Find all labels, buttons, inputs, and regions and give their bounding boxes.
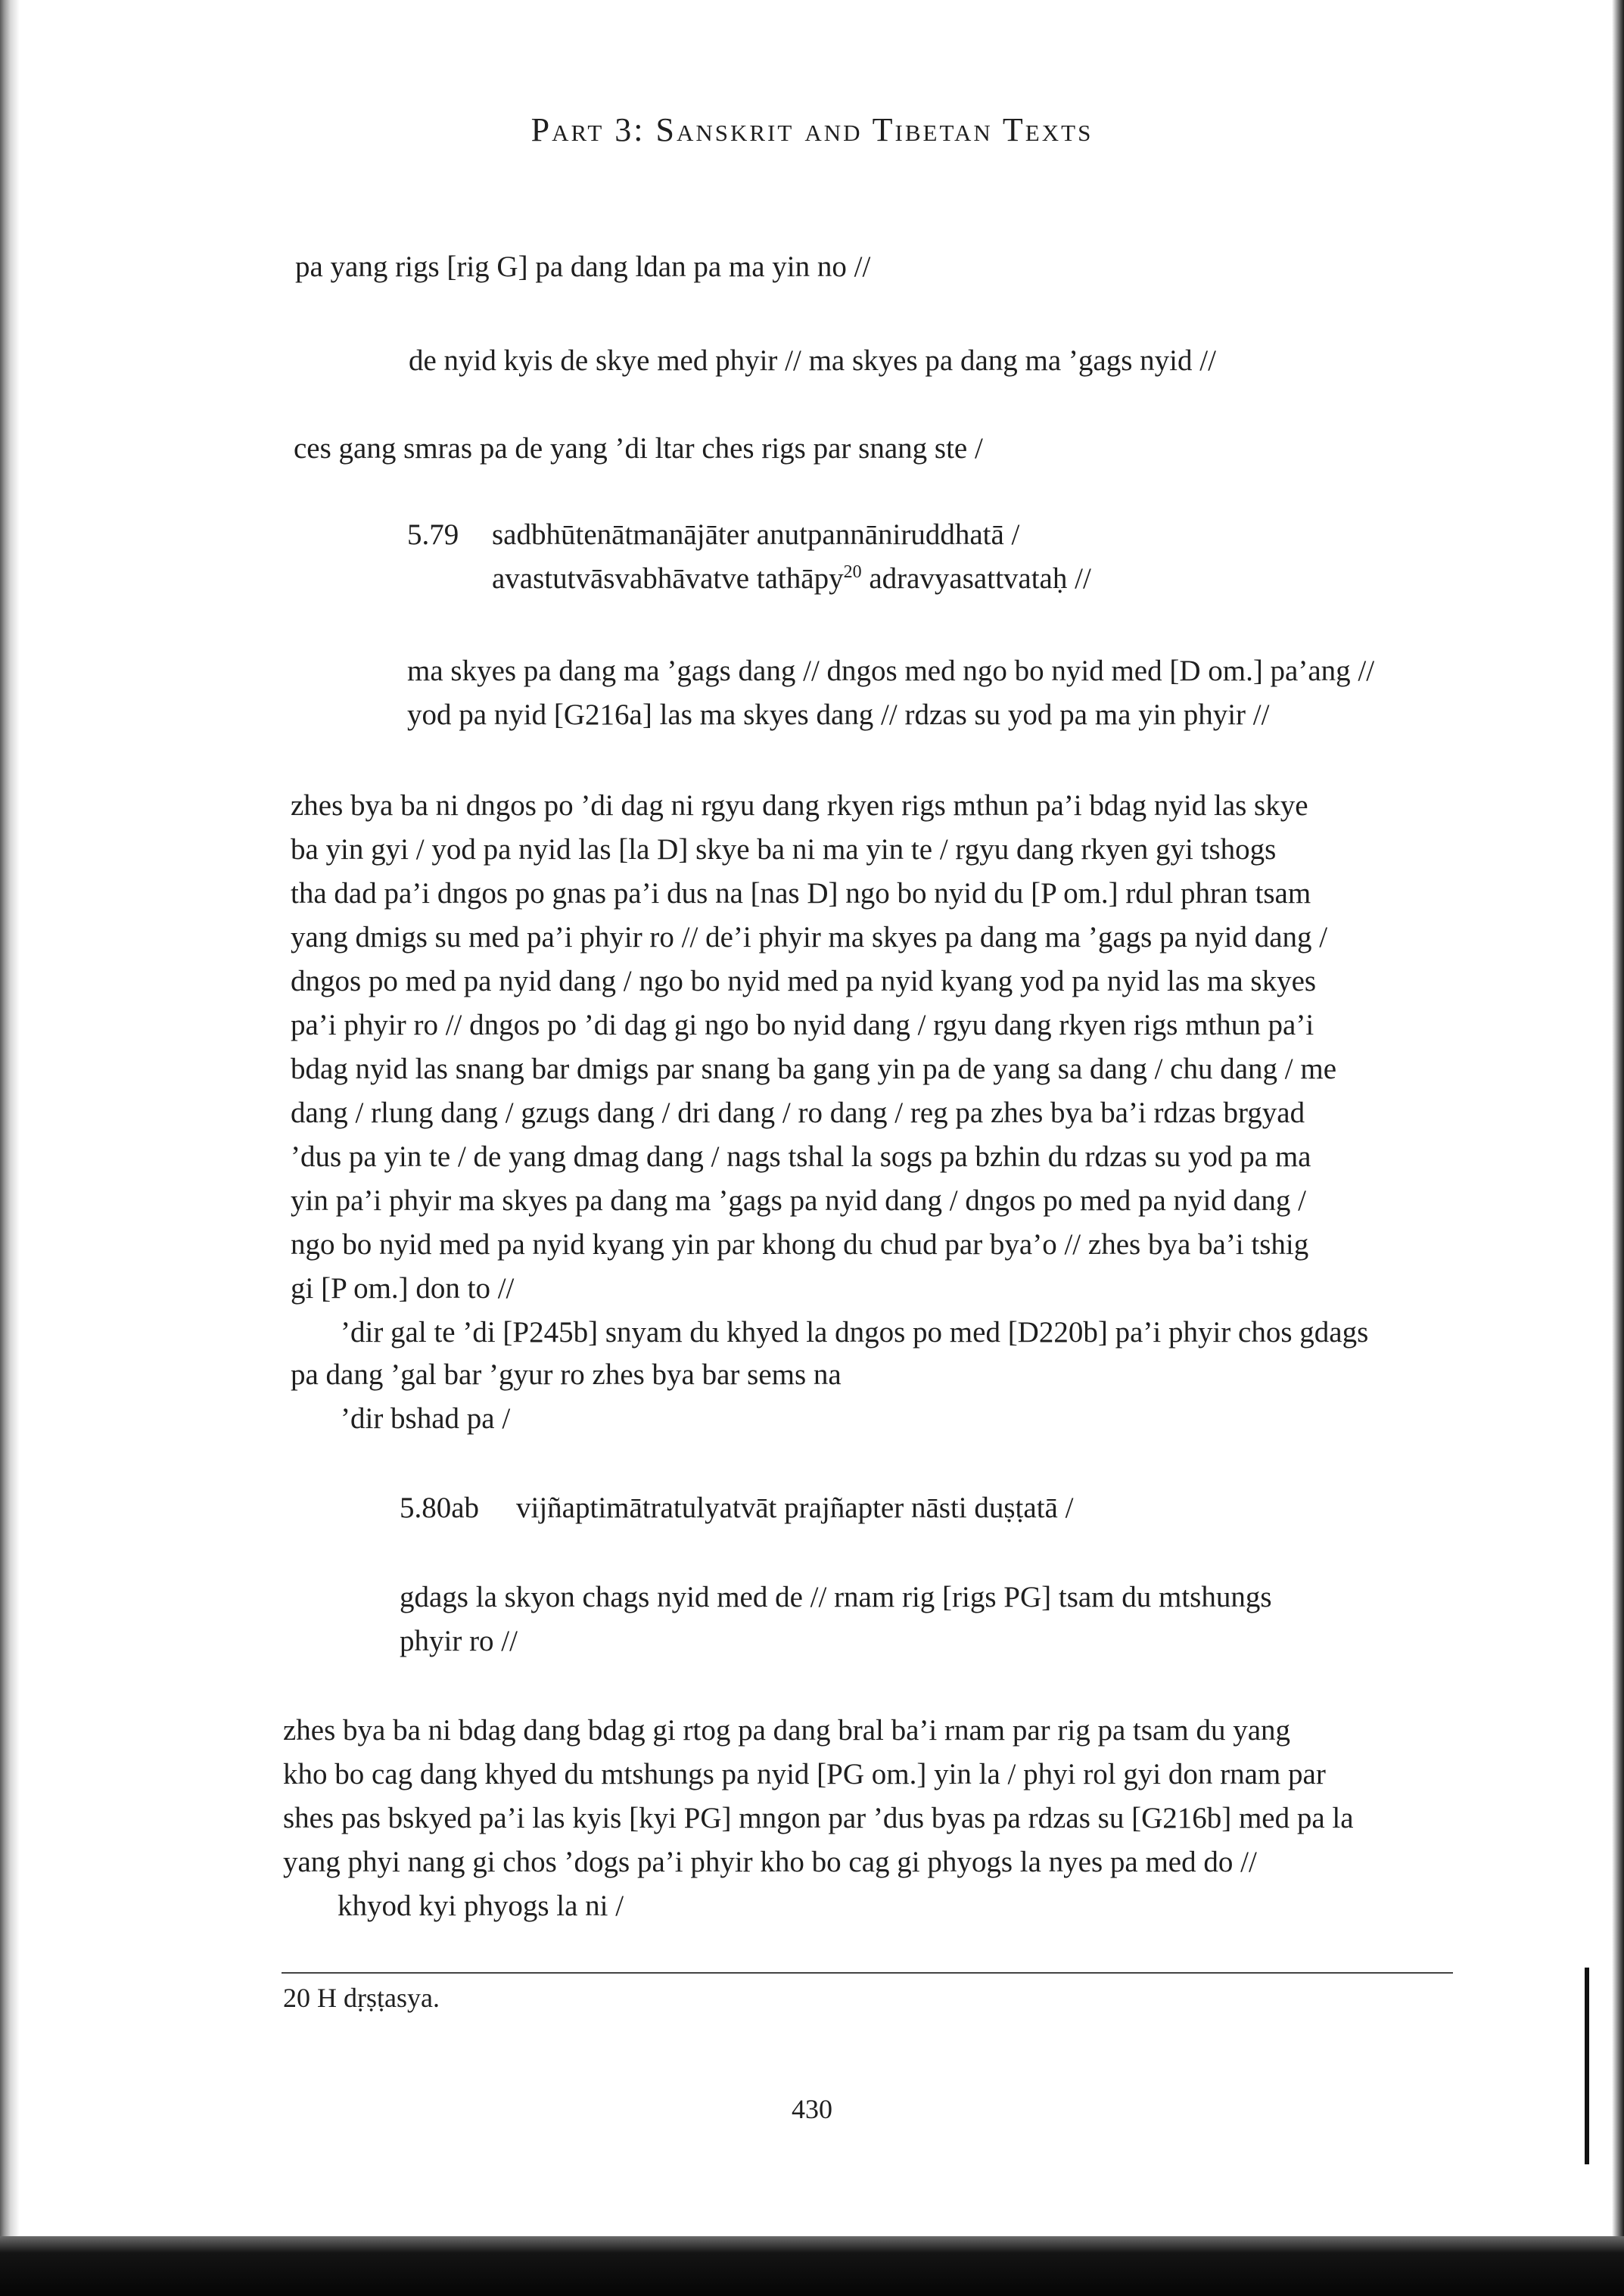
body-line: khyod kyi phyogs la ni / xyxy=(338,1890,624,1922)
body-line: zhes bya ba ni dngos po ’di dag ni rgyu dang rkyen rigs mthun pa’i bdag nyid las skye xyxy=(291,789,1308,822)
tibetan-verse-line: ma skyes pa dang ma ’gags dang // dngos med ngo bo nyid med [D om.] pa’ang // xyxy=(407,655,1375,687)
scan-right-edge xyxy=(1612,0,1624,2240)
body-line: shes pas bskyed pa’i las kyis [kyi PG] mngon par ’dus byas pa rdzas su [G216b] med pa la xyxy=(283,1802,1354,1834)
body-line: tha dad pa’i dngos po gnas pa’i dus na [nas D] ngo bo nyid du [P om.] rdul phran tsam xyxy=(291,877,1311,910)
body-line: yin pa’i phyir ma skyes pa dang ma ’gags pa nyid dang / dngos po med pa nyid dang / xyxy=(291,1184,1306,1217)
body-line: yang phyi nang gi chos ’dogs pa’i phyir kho bo cag gi phyogs la nyes pa med do // xyxy=(283,1846,1257,1878)
body-line: gi [P om.] don to // xyxy=(291,1272,515,1305)
sanskrit-verse-line: sadbhūtenātmanājāter anutpannāniruddhatā / xyxy=(492,518,1020,551)
scan-left-edge xyxy=(0,0,20,2240)
body-line: ’dir bshad pa / xyxy=(341,1402,511,1435)
footnote-ref: 20 xyxy=(843,562,862,582)
body-line: ’dir gal te ’di [P245b] snyam du khyed la dngos po med [D220b] pa’i phyir chos gdags xyxy=(341,1316,1369,1349)
body-line: ces gang smras pa de yang ’di ltar ches rigs par snang ste / xyxy=(294,432,983,465)
tibetan-verse-line: yod pa nyid [G216a] las ma skyes dang // rdzas su yod pa ma yin phyir // xyxy=(407,698,1270,731)
body-line: dngos po med pa nyid dang / ngo bo nyid med pa nyid kyang yod pa nyid las ma skyes xyxy=(291,965,1317,997)
verse-line: de nyid kyis de skye med phyir // ma skyes pa dang ma ’gags nyid // xyxy=(409,344,1216,377)
body-line: pa yang rigs [rig G] pa dang ldan pa ma yin no // xyxy=(295,250,871,283)
body-line: ngo bo nyid med pa nyid kyang yin par khong du chud par bya’o // zhes bya ba’i tshig xyxy=(291,1228,1309,1261)
body-line: dang / rlung dang / gzugs dang / dri dang / ro dang / reg pa zhes bya ba’i rdzas brgyad xyxy=(291,1097,1305,1129)
scan-bottom-edge xyxy=(0,2236,1624,2296)
verse-number: 5.80ab xyxy=(400,1492,480,1524)
body-line: pa dang ’gal bar ’gyur ro zhes bya bar sems na xyxy=(291,1358,842,1391)
page-number: 430 xyxy=(792,2094,832,2124)
body-line: ’dus pa yin te / de yang dmag dang / nags tshal la sogs pa bzhin du rdzas su yod pa ma xyxy=(291,1140,1311,1173)
verse-number: 5.79 xyxy=(407,518,459,551)
body-line: pa’i phyir ro // dngos po ’di dag gi ngo bo nyid dang / rgyu dang rkyen rigs mthun pa’i xyxy=(291,1009,1314,1041)
footnote: 20 H dṛṣṭasya. xyxy=(283,1983,440,2013)
footnote-rule xyxy=(282,1972,1453,1974)
scan-right-mark xyxy=(1585,1968,1589,2164)
running-header: Part 3: Sanskrit and Tibetan Texts xyxy=(530,111,1094,148)
body-line: zhes bya ba ni bdag dang bdag gi rtog pa dang bral ba’i rnam par rig pa tsam du yang xyxy=(283,1714,1291,1747)
tibetan-verse-line: phyir ro // xyxy=(400,1625,518,1657)
body-line: ba yin gyi / yod pa nyid las [la D] skye ba ni ma yin te / rgyu dang rkyen gyi tshogs xyxy=(291,833,1277,866)
body-line: yang dmigs su med pa’i phyir ro // de’i phyir ma skyes pa dang ma ’gags pa nyid dang / xyxy=(291,921,1328,954)
sanskrit-verse-line: vijñaptimātratulyatvāt prajñapter nāsti duṣṭatā / xyxy=(516,1492,1074,1524)
body-line: bdag nyid las snang bar dmigs par snang ba gang yin pa de yang sa dang / chu dang / me xyxy=(291,1053,1337,1085)
body-line: kho bo cag dang khyed du mtshungs pa nyid [PG om.] yin la / phyi rol gyi don rnam par xyxy=(283,1758,1326,1790)
sanskrit-verse-line: avastutvāsvabhāvatve tathāpy$^{20}$ adravyasattvataḥ // xyxy=(492,562,1091,595)
tibetan-verse-line: gdags la skyon chags nyid med de // rnam rig [rigs PG] tsam du mtshungs xyxy=(400,1581,1272,1613)
